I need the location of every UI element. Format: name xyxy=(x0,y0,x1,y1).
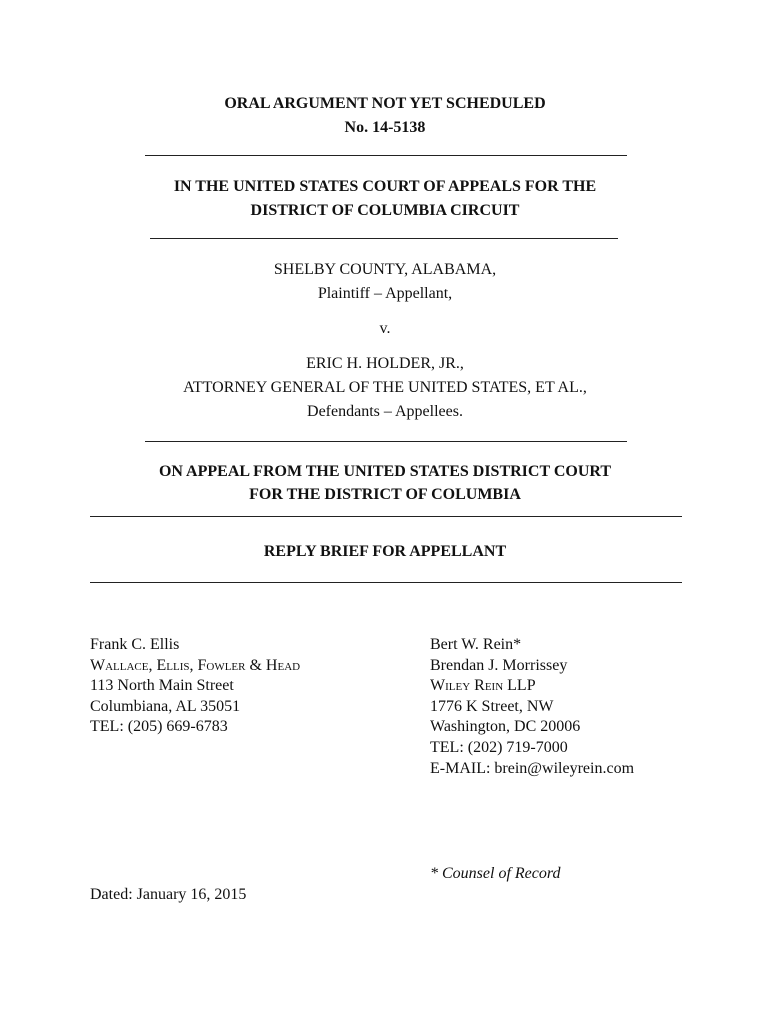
counsel-city: Washington, DC 20006 xyxy=(430,718,581,736)
brief-title: REPLY BRIEF FOR APPELLANT xyxy=(263,543,507,560)
counsel-tel: TEL: (205) 669-6783 xyxy=(90,718,228,736)
court-line-1: IN THE UNITED STATES COURT OF APPEALS FOR THE xyxy=(173,178,597,195)
counsel-firm: Wiley Rein LLP xyxy=(430,677,536,695)
court-line-2: DISTRICT OF COLUMBIA CIRCUIT xyxy=(250,202,520,219)
counsel-city: Columbiana, AL 35051 xyxy=(90,697,241,715)
separator-line xyxy=(145,441,627,442)
counsel-email: E-MAIL: brein@wileyrein.com xyxy=(430,759,635,777)
defendant-role: Defendants – Appellees. xyxy=(307,403,463,420)
separator-line xyxy=(150,238,618,239)
oral-argument-heading: ORAL ARGUMENT NOT YET SCHEDULED xyxy=(224,95,546,112)
case-number: No. 14-5138 xyxy=(344,119,426,136)
counsel-street: 113 North Main Street xyxy=(90,677,234,695)
plaintiff-name: SHELBY COUNTY, ALABAMA, xyxy=(273,261,497,278)
horizontal-rule xyxy=(90,582,682,583)
separator-line xyxy=(145,155,627,156)
plaintiff-role: Plaintiff – Appellant, xyxy=(317,285,453,302)
counsel-tel: TEL: (202) 719-7000 xyxy=(430,738,568,756)
counsel-of-record-note: * Counsel of Record xyxy=(430,865,561,882)
defendant-name: ERIC H. HOLDER, JR., xyxy=(306,355,464,372)
versus: v. xyxy=(379,320,391,337)
defendant-title: ATTORNEY GENERAL OF THE UNITED STATES, ET AL., xyxy=(183,379,587,396)
appeal-line-2: FOR THE DISTRICT OF COLUMBIA xyxy=(249,486,521,503)
counsel-street: 1776 K Street, NW xyxy=(430,697,554,715)
appeal-line-1: ON APPEAL FROM THE UNITED STATES DISTRICT COURT xyxy=(158,463,612,480)
counsel-name: Frank C. Ellis xyxy=(90,636,180,653)
counsel-firm: Wallace, Ellis, Fowler & Head xyxy=(90,656,301,674)
right-counsel-block xyxy=(430,635,760,779)
dated-line: Dated: January 16, 2015 xyxy=(90,886,247,903)
horizontal-rule xyxy=(90,516,682,517)
counsel-name: Brendan J. Morrissey xyxy=(430,656,568,674)
left-counsel-block xyxy=(90,635,410,738)
counsel-name: Bert W. Rein* xyxy=(430,636,522,653)
